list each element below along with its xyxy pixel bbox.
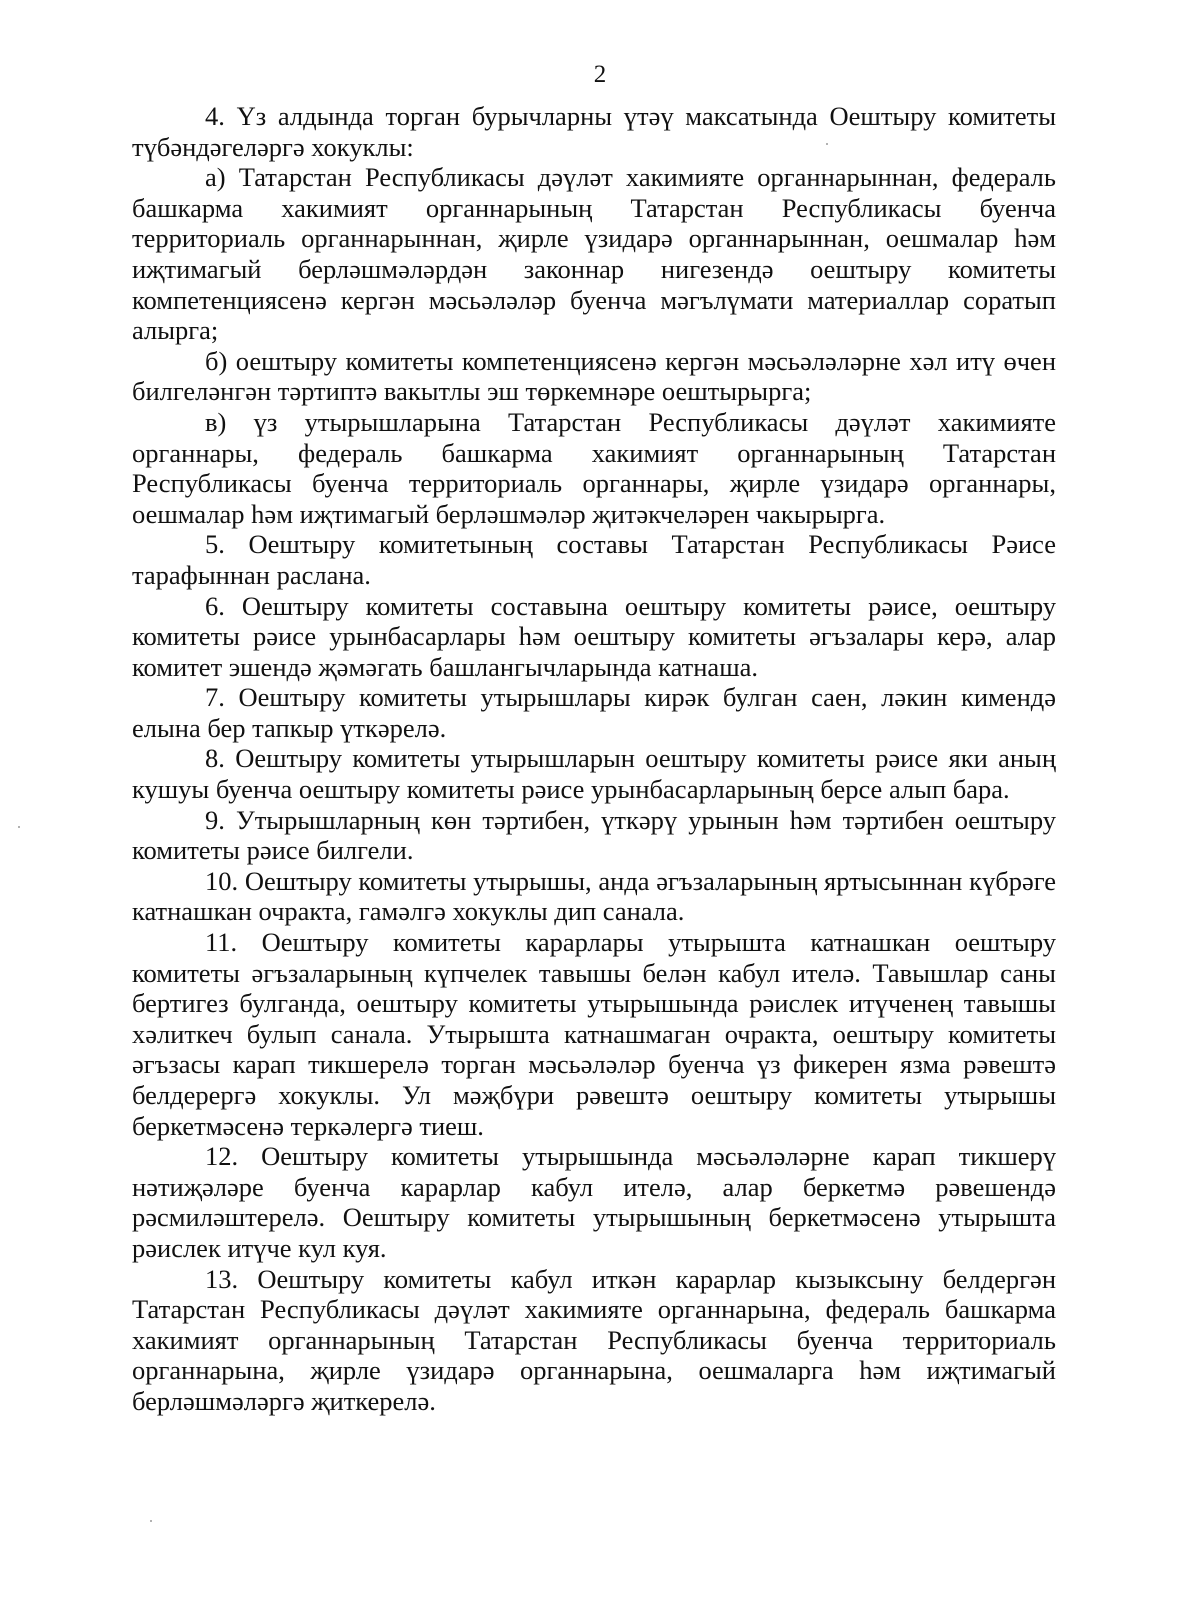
- paragraph-4a: а) Татарстан Республикасы дәүләт хакимияте органнарыннан, федераль башкарма хакимият органнарының Татарстан Республикасы буенча территориаль органнарыннан, җирле үзидарә органнарыннан, оешмалар һәм иҗтимагый берләшмәләрдән законнар нигезендә оештыру комитеты компетенциясенә кергән мәсьәләләр буенча мәгълүмати материаллар соратып алырга;: [132, 162, 1056, 346]
- page-number: 2: [593, 61, 607, 88]
- document-body: [132, 101, 1056, 1417]
- paragraph-6: 6. Оештыру комитеты составына оештыру комитеты рәисе, оештыру комитеты рәисе урынбасарлары һәм оештыру комитеты әгъзалары керә, алар комитет эшендә җәмәгать башлангычларында катнаша.: [132, 590, 1056, 682]
- paragraph-4b: б) оештыру комитеты компетенциясенә кергән мәсьәләләрне хәл итү өчен билгеләнгән тәртиптә вакытлы эш төркемнәре оештырырга;: [132, 345, 1056, 407]
- paragraph-8: 8. Оештыру комитеты утырышларын оештыру комитеты рәисе яки аның кушуы буенча оештыру комитеты рәисе урынбасарларының берсе алып бара.: [132, 743, 1056, 805]
- paragraph-10: 10. Оештыру комитеты утырышы, анда әгъзаларының яртысыннан күбрәге катнашкан очракта, гамәлгә хокуклы дип санала.: [132, 865, 1056, 927]
- paragraph-11: 11. Оештыру комитеты карарлары утырышта катнашкан оештыру комитеты әгъзаларының күпчелек тавышы белән кабул ителә. Тавышлар саны бертигез булганда, оештыру комитеты утырышында рәислек итүченең тавышы хәлиткеч булып санала. Утырышта катнашмаган очракта, оештыру комитеты әгъзасы карап тикшерелә торган мәсьәләләр буенча үз фикерен язма рәвештә белдерергә хокуклы. Ул мәҗбүри рәвештә оештыру комитеты утырышы беркетмәсенә теркәлергә тиеш.: [132, 927, 1056, 1141]
- paragraph-9: 9. Утырышларның көн тәртибен, үткәрү урынын һәм тәртибен оештыру комитеты рәисе билгели.: [132, 804, 1056, 866]
- paragraph-5: 5. Оештыру комитетының составы Татарстан Республикасы Рәисе тарафыннан раслана.: [132, 529, 1056, 590]
- paragraph-13: 13. Оештыру комитеты кабул иткән карарлар кызыксыну белдергән Татарстан Республикасы дәүләт хакимияте органнарына, федераль башкарма хакимият органнарының Татарстан Республикасы буенча территориаль органнарына, җирле үзидарә органнарына, оешмаларга һәм иҗтимагый берләшмәләргә җиткерелә.: [132, 1263, 1056, 1416]
- paragraph-12: 12. Оештыру комитеты утырышында мәсьәләләрне карап тикшерү нәтиҗәләре буенча карарлар кабул ителә, алар беркетмә рәвешендә рәсмиләштерелә. Оештыру комитеты утырышының беркетмәсенә утырышта рәислек итүче кул куя.: [132, 1141, 1056, 1263]
- paragraph-7: 7. Оештыру комитеты утырышлары кирәк булган саен, ләкин кимендә елына бер тапкыр үткәрелә.: [132, 682, 1056, 743]
- scan-speck: [150, 1520, 152, 1522]
- scan-speck: [826, 143, 828, 145]
- paragraph-4: 4. Үз алдында торган бурычларны үтәү максатында Оештыру комитеты түбәндәгеләргә хокуклы:: [132, 101, 1056, 162]
- paragraph-4v: в) үз утырышларына Татарстан Республикасы дәүләт хакимияте органнары, федераль башкарма хакимият органнарының Татарстан Республикасы буенча территориаль органнары, җирле үзидарә органнары, оешмалар һәм иҗтимагый берләшмәләр җитәкчеләрен чакырырга.: [132, 406, 1056, 529]
- scan-speck: [18, 826, 20, 828]
